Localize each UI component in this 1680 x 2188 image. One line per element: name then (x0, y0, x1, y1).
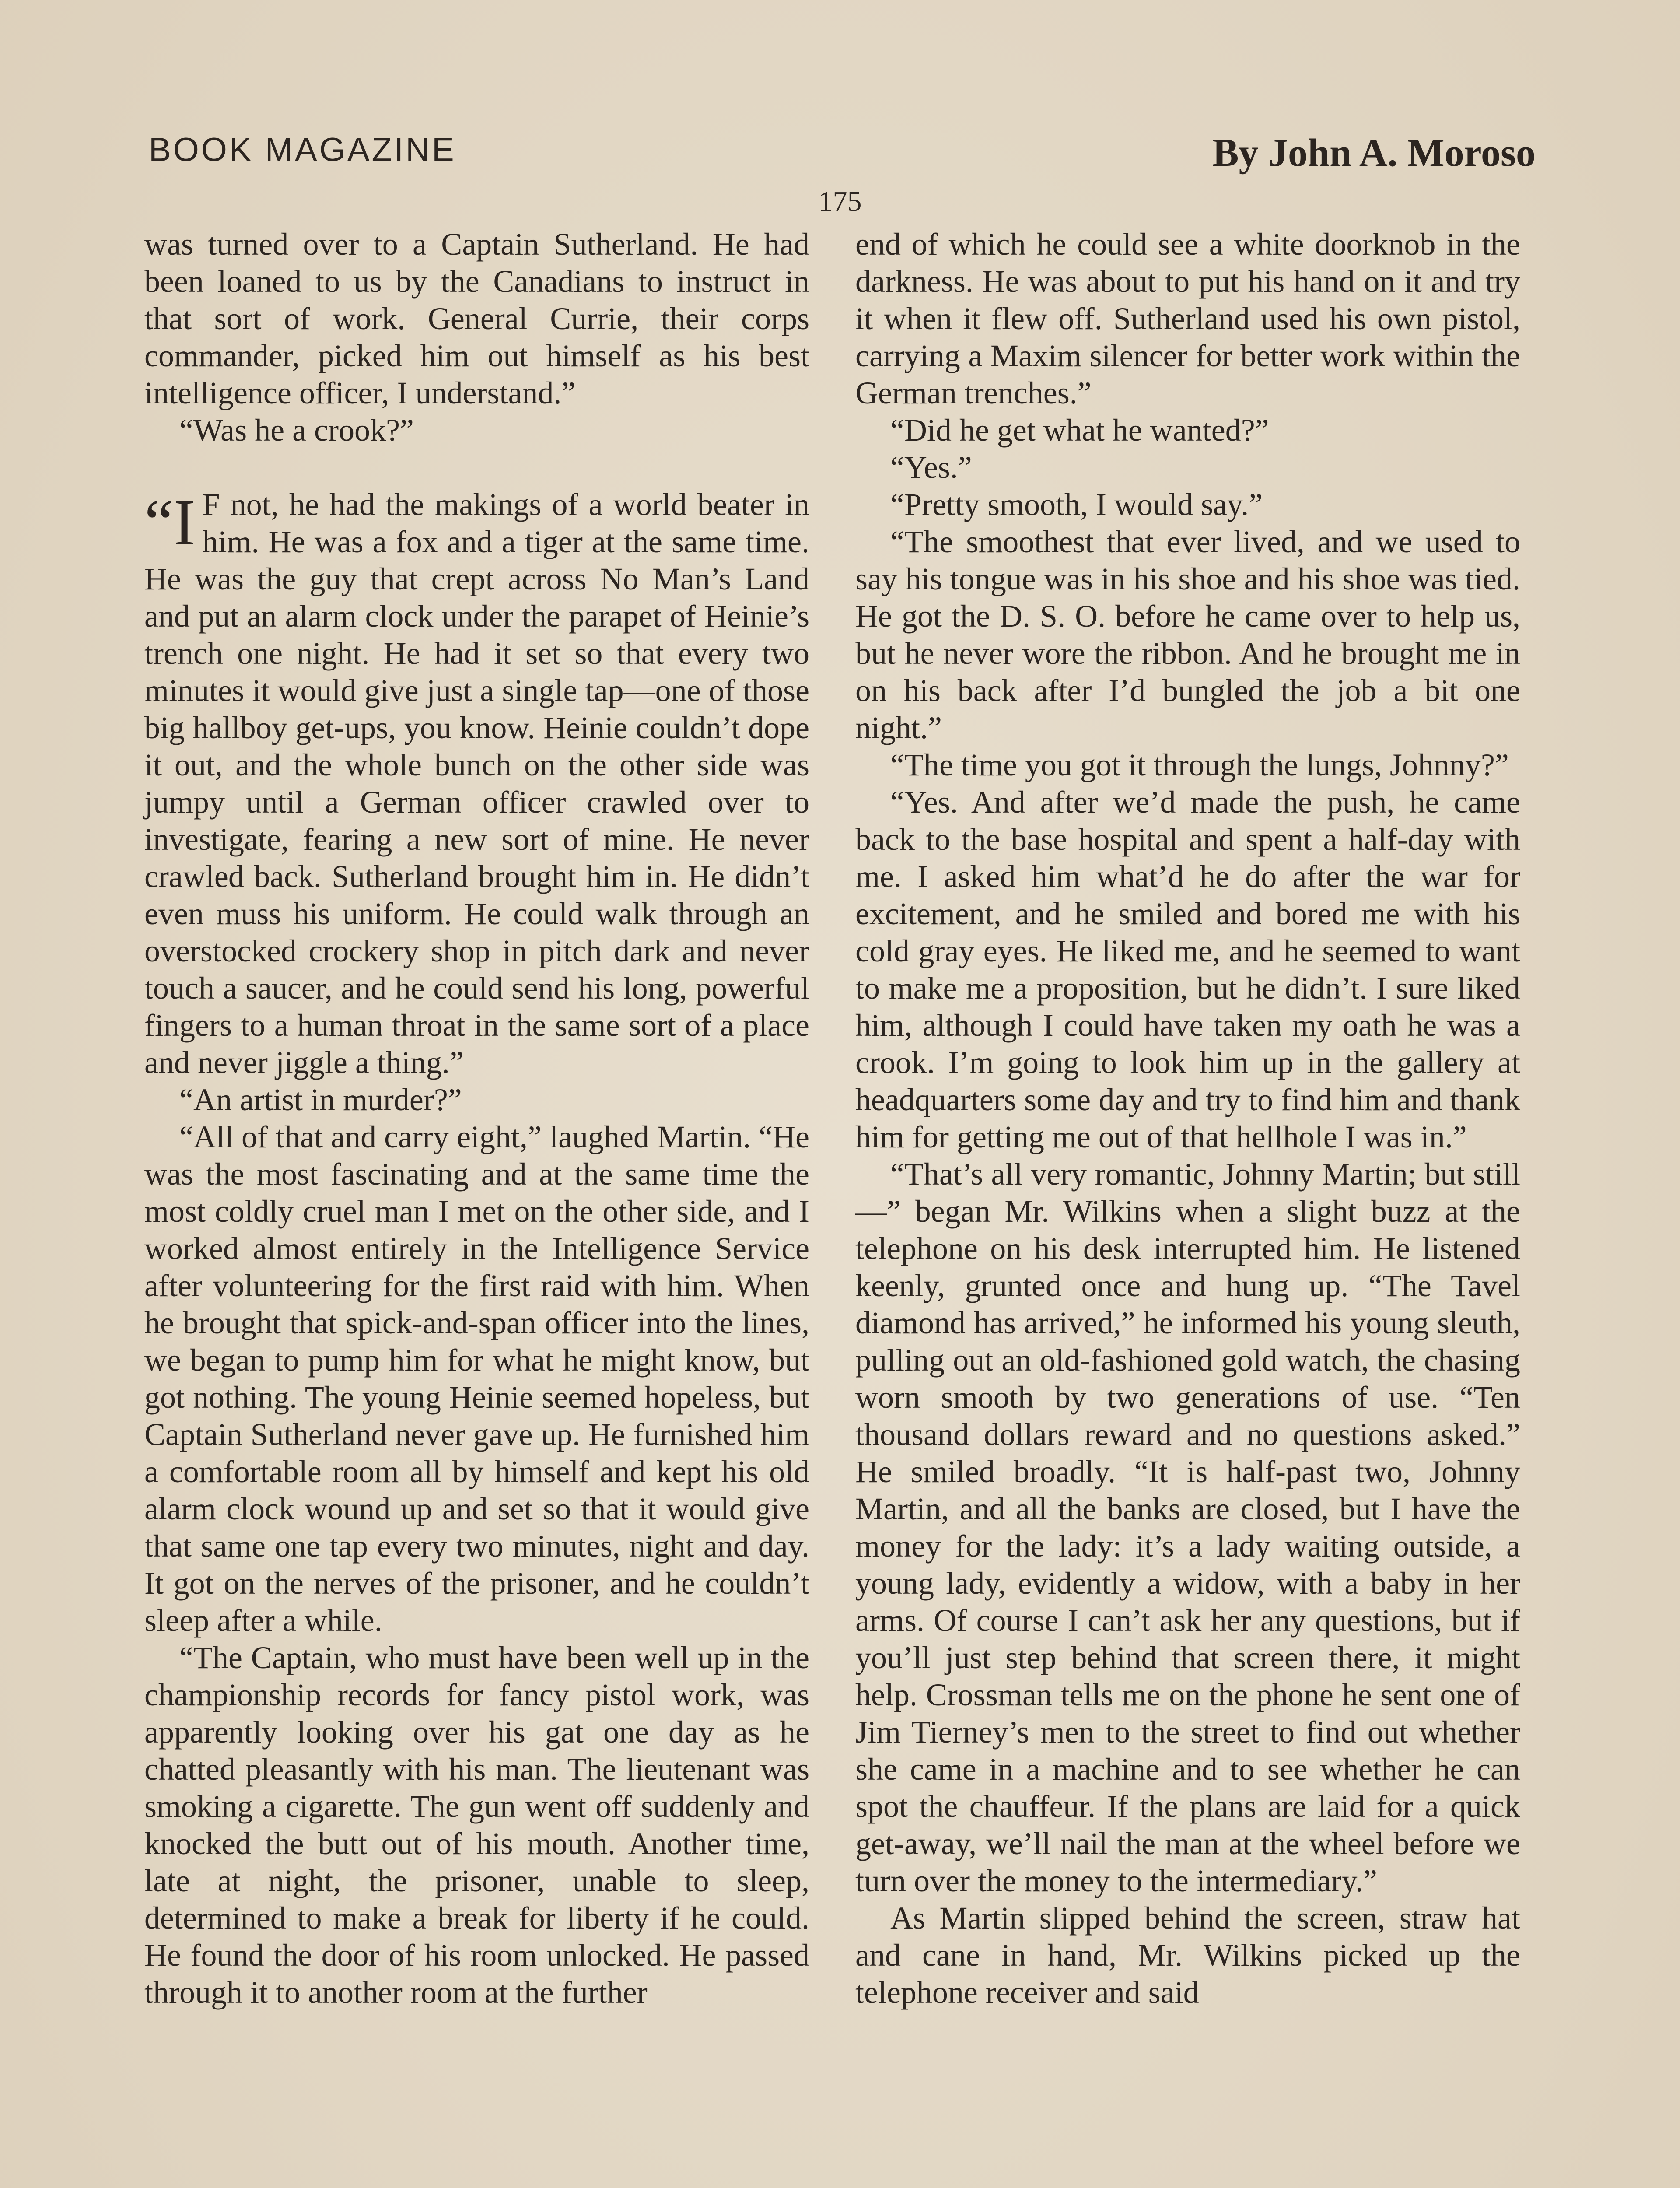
right-column (855, 226, 1520, 2011)
magazine-title: BOOK MAGAZINE (149, 131, 456, 168)
drop-cap-quote: “ (144, 486, 174, 559)
paragraph: “The time you got it through the lungs, Johnny?” (890, 747, 1509, 782)
page-number: 175 (818, 186, 862, 217)
paragraph: “Yes. And after we’d made the push, he came back to the base hospital and spent a half-day with me. I asked him what’d he do after the war for excitement, and he smiled and bored me with his cold gray eyes. He liked me, and he seemed to want to make me a proposition, but he didn’t. I sure liked him, although I could have taken my oath he was a crook. I’m going to look him up in the gallery at headquarters some day and try to find him and thank him for getting me out of that hellhole I was in.” (855, 785, 1520, 1154)
paragraph: “An artist in murder?” (179, 1082, 462, 1117)
drop-cap (144, 486, 196, 559)
paragraph-drop-cap (144, 486, 809, 1081)
author-byline: By John A. Moroso (1212, 131, 1536, 175)
drop-cap-letter: I (173, 486, 196, 559)
paragraph: “The Captain, who must have been well up in the championship records for fancy pistol work, was apparently looking over his gat one day as he chatted pleasantly with his man. The lieutenant was smoking a cigarette. The gun went off suddenly and knocked the butt out of his mouth. Another time, late at night, the prisoner, unable to sleep, determined to make a break for liberty if he could. He found the door of his room unlocked. He passed through it to another room at the further (144, 1640, 809, 2010)
paragraph: “That’s all very romantic, Johnny Martin; but still—” began Mr. Wilkins when a slight buzz at the telephone on his desk interrupted him. He listened keenly, grunted once and hung up. “The Tavel diamond has arrived,” he informed his young sleuth, pulling out an old-fashioned gold watch, the chasing worn smooth by two generations of use. “Ten thousand dollars reward and no questions asked.” He smiled broadly. “It is half-past two, Johnny Martin, and all the banks are closed, but I have the money for the lady: it’s a lady waiting outside, a young lady, evidently a widow, with a baby in her arms. Of course I can’t ask her any questions, but if you’ll just step behind that screen there, it might help. Crossman tells me on the phone he sent one of Jim Tierney’s men to the street to find out whether she came in a machine and to see whether he can spot the chauffeur. If the plans are laid for a quick get-away, we’ll nail the man at the wheel before we turn over the money to the intermediary.” (855, 1157, 1520, 1898)
paragraph: was turned over to a Captain Sutherland. He had been loaned to us by the Canadians to instruct in that sort of work. General Currie, their corps commander, picked him out himself as his best intelligence officer, I understand.” (144, 227, 809, 410)
paragraph: “Yes.” (890, 450, 972, 485)
paragraph: “Pretty smooth, I would say.” (890, 487, 1263, 522)
paragraph: “All of that and carry eight,” laughed Martin. “He was the most fascinating and at the same time the most coldly cruel man I met on the other side, and I worked almost entirely in the Intelligence Service after volunteering for the first raid with him. When he brought that spick-and-span officer into the lines, we began to pump him for what he might know, but got nothing. The young Heinie seemed hopeless, but Captain Sutherland never gave up. He furnished him a comfortable room all by himself and kept his old alarm clock wound up and set so that it would give that same one tap every two minutes, night and day. It got on the nerves of the prisoner, and he couldn’t sleep after a while. (144, 1119, 809, 1638)
paragraph: “Was he a crook?” (179, 413, 414, 448)
left-column (144, 226, 809, 2011)
paragraph: As Martin slipped behind the screen, straw hat and cane in hand, Mr. Wilkins picked up the telephone receiver and said (855, 1900, 1520, 2010)
paragraph-text: F not, he had the makings of a world beater in him. He was a fox and a tiger at the same time. He was the guy that crept across No Man’s Land and put an alarm clock under the parapet of Heinie’s trench one night. He had it set so that every two minutes it would give just a single tap—one of those big hallboy get-ups, you know. Heinie couldn’t dope it out, and the whole bunch on the other side was jumpy until a German officer crawled over to investigate, fearing a new sort of mine. He never crawled back. Sutherland brought him in. He didn’t even muss his uniform. He could walk through an overstocked crockery shop in pitch dark and never touch a saucer, and he could send his long, powerful fingers to a human throat in the same sort of a place and never jiggle a thing.” (144, 487, 809, 1080)
paragraph: “The smoothest that ever lived, and we used to say his tongue was in his shoe and his shoe was tied. He got the D. S. O. before he came over to help us, but he never wore the ribbon. And he brought me in on his back after I’d bungled the job a bit one night.” (855, 524, 1520, 745)
paragraph: end of which he could see a white doorknob in the darkness. He was about to put his hand on it and try it when it flew off. Sutherland used his own pistol, carrying a Maxim silencer for better work within the German trenches.” (855, 227, 1520, 410)
paragraph: “Did he get what he wanted?” (890, 413, 1269, 448)
